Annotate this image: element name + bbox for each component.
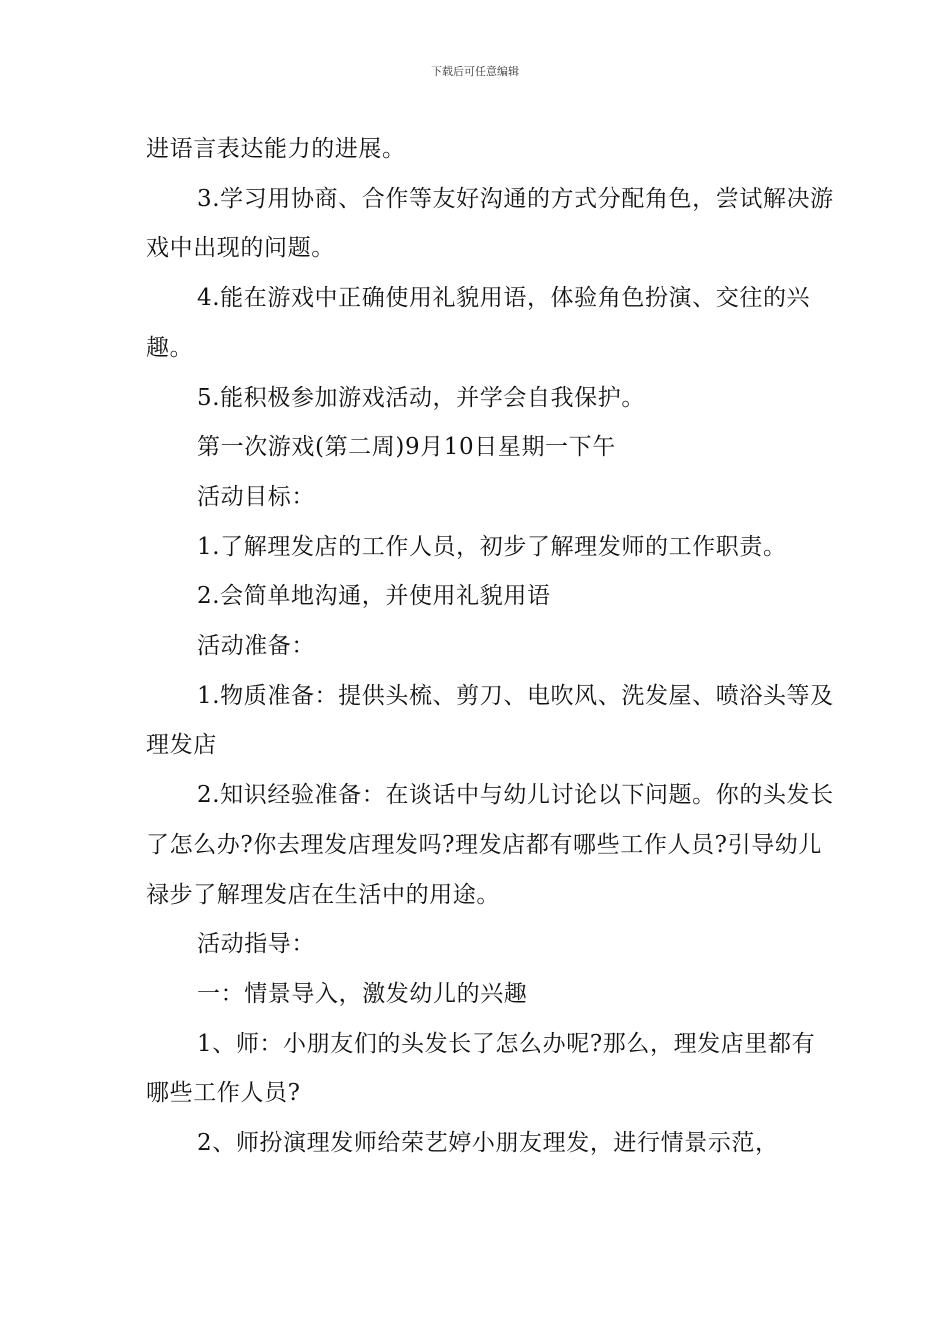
paragraph-guidance-item-2: 2、师扮演理发师给荣艺婷小朋友理发，进行情景示范， [197, 1130, 779, 1157]
paragraph-knowledge-preparation: 2.知识经验准备：在谈话中与幼儿讨论以下问题。你的头发长了怎么办?你去理发店理发吗?理发店都有哪些工作人员?引导幼儿禄步了解理发店在生活中的用途。 [146, 782, 834, 908]
paragraph-continuation: 进语言表达能力的进展。 [146, 136, 406, 162]
paragraph-activity-goal-2: 2.会简单地沟通，并使用礼貌用语 [197, 583, 551, 610]
paragraph-activity-goal-1: 1.了解理发店的工作人员，初步了解理发师的工作职责。 [197, 533, 787, 560]
paragraph-goal-5: 5.能积极参加游戏活动，并学会自我保护。 [197, 384, 645, 411]
paragraph-goal-3: 3.学习用协商、合作等友好沟通的方式分配角色，尝试解决游戏中出现的问题。 [146, 185, 834, 262]
document-body [146, 125, 836, 1169]
paragraph-guidance-step-1: 一：情景导入，激发幼儿的兴趣 [197, 980, 528, 1007]
heading-activity-preparation: 活动准备： [197, 633, 315, 660]
section-title-first-game: 第一次游戏(第二周)9月10日星期一下午 [197, 434, 616, 461]
heading-activity-guidance: 活动指导： [197, 931, 315, 958]
paragraph-material-preparation: 1.物质准备：提供头梳、剪刀、电吹风、洗发屋、喷浴头等及理发店 [146, 682, 834, 759]
paragraph-goal-4: 4.能在游戏中正确使用礼貌用语，体验角色扮演、交往的兴趣。 [146, 285, 811, 361]
paragraph-guidance-item-1: 1、师：小朋友们的头发长了怎么办呢?那么，理发店里都有哪些工作人员? [146, 1030, 816, 1107]
page-header-note: 下载后可任意编辑 [431, 65, 519, 78]
heading-activity-goals: 活动目标： [197, 483, 315, 510]
